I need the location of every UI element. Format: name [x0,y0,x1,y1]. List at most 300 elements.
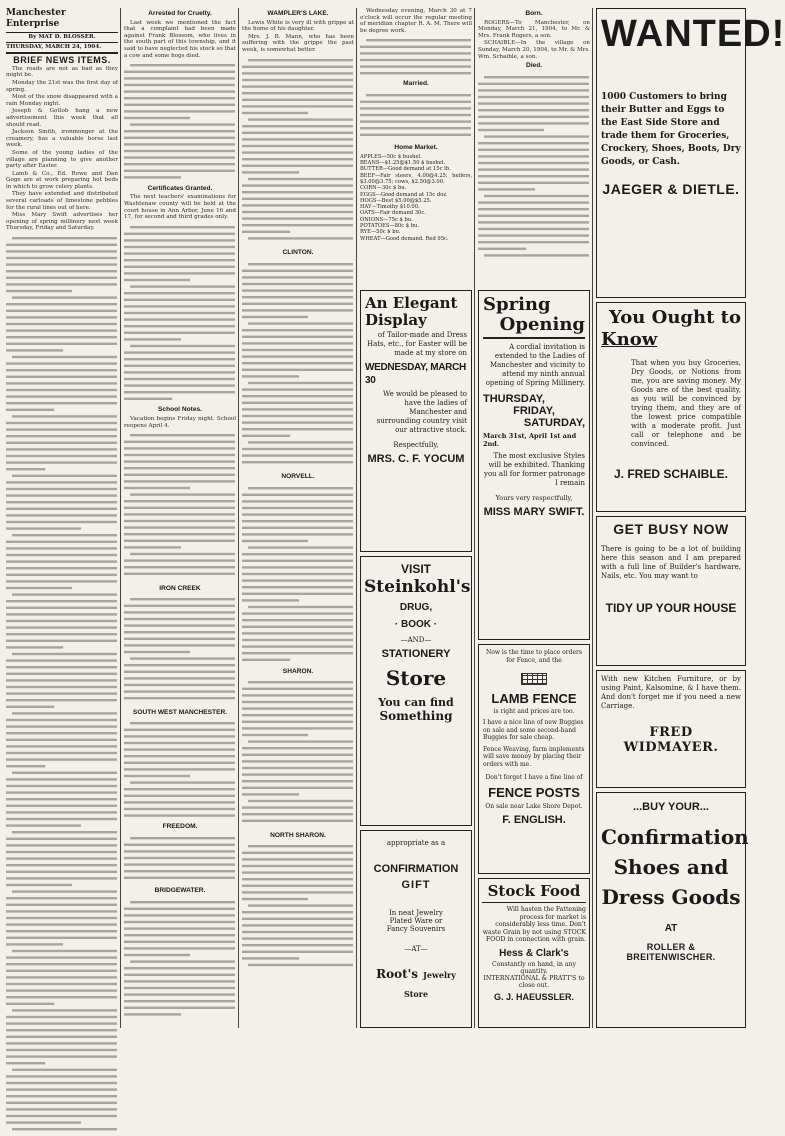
text-line [6,395,117,397]
text-line [6,864,117,866]
ad-headline: Root's [376,967,419,981]
text-line [6,270,117,272]
text-line [6,673,117,675]
text-line [124,769,235,771]
text-line [6,640,117,642]
lamb-fence-ad [478,644,590,874]
text-line [124,460,235,462]
text-line [124,272,235,274]
text-line [124,644,235,646]
text-line [478,181,589,183]
text-line [6,461,117,463]
text-line [478,122,589,124]
ad-signature: J. FRED SCHAIBLE. [613,467,728,481]
text-line [242,540,308,542]
text-line [248,237,353,239]
widmayer-ad [596,670,746,788]
text-line [124,364,235,366]
column-rule [592,8,593,1028]
text-line [478,241,589,243]
text-line [6,877,117,879]
text-line [6,633,117,635]
text-line [242,865,353,867]
article-text: Wednesday evening, March 30 at 7 o'clock will occur the regular meeting of meridian chapter R. A. M. There will be degree work. [360,8,472,34]
ad-body: With new Kitchen Furniture, or by using Paint, Kalsomine, & I have them. And don't forget me if you need a new Carriage. [601,675,741,710]
text-line [242,566,353,568]
text-line [124,729,235,731]
text-line [124,788,235,790]
ad-headline: FENCE POSTS [488,785,580,800]
text-line [6,844,117,846]
section-heading: Arrested for Cruelty. [148,10,212,17]
text-line [6,442,117,444]
text-line [124,252,235,254]
text-line [124,507,235,509]
text-line [124,808,235,810]
text-line [6,369,117,371]
text-line [242,780,353,782]
market-row: POTATOES—80c $ bu. [360,223,420,230]
text-line [6,290,72,292]
text-line [242,296,353,298]
market-row: WHEAT—Good demand. Red 95c. [360,235,449,242]
text-line [6,910,117,912]
text-line [248,546,353,548]
text-line [6,996,117,998]
text-lines-graphic [242,841,354,971]
text-line [6,382,117,384]
text-line [242,579,353,581]
text-line [6,428,117,430]
text-line [12,950,117,952]
text-line [12,475,117,477]
text-line [242,586,353,588]
ad-body: INTERNATIONAL & PRATT'S to close out. [483,974,585,989]
text-line [6,336,117,338]
column-5 [478,8,590,288]
text-line [124,934,235,936]
text-line [242,918,353,920]
text-line [242,553,353,555]
text-line [124,954,190,956]
ad-body: On sale near Lake Shore Depot. [485,803,583,810]
text-line [124,559,235,561]
text-line [242,171,299,173]
ad-text: ...BUY YOUR... [632,801,709,813]
text-line [6,956,117,958]
text-line [242,349,353,351]
text-line [6,659,117,661]
text-line [124,664,235,666]
text-line [478,162,589,164]
masthead-date: THURSDAY, MARCH 24, 1904. [6,43,118,55]
text-line [130,64,235,66]
ad-body: Don't forget I have a fine line of [485,774,583,781]
text-line [124,691,235,693]
ad-headline: WANTED! [601,13,785,55]
ad-text: —AT— [404,945,428,953]
text-line [242,639,353,641]
text-line [124,130,235,132]
text-line [360,133,471,135]
text-line [242,892,353,894]
text-line [6,587,72,589]
text-line [6,402,117,404]
text-line [124,967,235,969]
text-line [124,566,235,568]
text-line [6,725,117,727]
column-3 [242,8,354,1028]
text-line [6,1075,117,1077]
text-line [360,113,471,115]
text-line [124,91,235,93]
text-line [242,355,353,357]
text-line [6,824,81,826]
text-lines-graphic [478,72,590,262]
ad-text: AT [664,923,678,934]
text-line [124,500,235,502]
ad-text: STATIONERY [381,648,451,660]
text-line [124,338,181,340]
article-text: The next teachers' examinations for Washtenaw county will be held at the court house in Ann Arbor, June 16 and 17, for second and third grades only. [124,194,236,221]
text-line [242,151,353,153]
steinkohl-ad [360,556,472,826]
text-line [242,428,353,430]
text-line [6,739,117,741]
text-line [6,323,117,325]
market-row: CORN—30c $ bu. [360,185,407,192]
text-line [12,415,117,417]
text-line [360,59,471,61]
text-line [478,221,589,223]
text-line [242,454,353,456]
ought-to-know-ad [596,302,746,512]
text-line [6,871,117,873]
text-line [6,316,117,318]
text-line [130,285,235,287]
text-line [6,567,117,569]
text-line [6,310,117,312]
masthead-byline: By MAT D. BLOSSER. [6,32,118,43]
text-line [130,658,235,660]
market-row: RYE—50c $ bu. [360,229,401,236]
text-line [242,807,353,809]
text-line [478,129,544,131]
text-line [478,208,589,210]
section-heading: NORTH SHARON. [270,831,326,839]
text-line [242,131,353,133]
text-line [124,850,235,852]
text-line [6,422,117,424]
text-line [242,659,290,661]
text-lines-graphic [124,897,236,1017]
text-line [366,94,471,96]
news-item: Some of the young ladies of the village are planning to give another party after Easter. [6,149,118,170]
text-line [6,1016,117,1018]
text-line [366,39,471,41]
market-row: HOGS—Best $5.00@$5.25. [360,197,432,204]
masthead-title: Manchester Enterprise [6,8,66,29]
text-line [6,983,117,985]
column-2 [124,8,236,1028]
text-line [124,684,235,686]
text-line [242,415,353,417]
born-heading: Born. [525,10,543,17]
text-line [124,143,235,145]
text-line [6,343,117,345]
text-line [124,298,235,300]
text-line [124,631,235,633]
text-line [242,694,353,696]
text-line [124,742,235,744]
text-line [124,84,235,86]
text-line [242,793,299,795]
text-line [130,553,235,555]
text-line [6,1049,117,1051]
text-line [242,645,353,647]
section-heading: SHARON. [282,667,314,675]
text-line [6,752,117,754]
text-lines-graphic [124,60,236,180]
ad-day: FRIDAY, [513,405,555,417]
text-line [124,540,235,542]
text-line [124,993,235,995]
text-line [6,1003,54,1005]
text-line [6,1082,117,1084]
text-line [6,1022,117,1024]
text-line [6,692,117,694]
section-heading: IRON CREEK [159,584,201,592]
ad-headline: Stock Food [482,882,586,903]
article-text: Last week we mentioned the fact that a complaint had been made against Frank Blossom, who lives in the south part of this township, and it said to have neglected his stock so that a cow and some hogs died. [124,19,236,59]
ad-text: VISIT [400,562,431,576]
text-line [6,917,117,919]
text-line [6,600,117,602]
text-line [242,224,353,226]
text-line [242,85,353,87]
text-line [242,747,353,749]
elegant-display-ad [360,290,472,552]
text-line [130,901,235,903]
confirmation-shoes-ad [596,792,749,1028]
section-heading: WAMPLER'S LAKE. [267,10,329,17]
text-line [124,533,235,535]
text-line [6,970,117,972]
text-line [478,96,589,98]
text-line [242,560,353,562]
section-heading: School Notes. [158,406,202,414]
text-line [124,384,235,386]
text-line [124,312,235,314]
text-line [124,1000,235,1002]
text-line [124,526,235,528]
ad-headline: Spring [483,294,551,315]
text-line [242,533,353,535]
text-line [242,885,353,887]
text-line [242,787,353,789]
text-line [6,501,117,503]
text-line [242,714,353,716]
text-line [6,580,117,582]
text-line [6,679,117,681]
text-line [6,943,63,945]
text-line [6,838,117,840]
text-line [124,441,235,443]
ad-signature: F. ENGLISH. [502,814,566,826]
text-line [124,546,181,548]
market-row: APPLES—50c $ bushel. [360,153,422,160]
text-line [6,798,117,800]
text-line [6,963,117,965]
text-line [124,77,235,79]
text-line [124,325,235,327]
column-rule [120,8,121,1028]
ad-signature: MISS MARY SWIFT. [483,506,585,518]
text-line [6,521,117,523]
text-line [242,204,353,206]
text-lines-graphic [242,677,354,827]
text-line [124,927,235,929]
ad-text: · BOOK · [394,619,438,630]
text-line [6,488,117,490]
text-line [6,811,117,813]
text-line [478,188,535,190]
text-line [6,541,117,543]
text-line [242,395,353,397]
text-lines-graphic [242,259,354,469]
article-text: Lewis White is very ill with grippe at the home of his daughter. [242,19,354,33]
text-line [6,560,117,562]
text-line [124,815,235,817]
text-line [130,434,235,436]
text-line [124,736,235,738]
text-line [12,296,117,298]
ad-text: appropriate as a [386,839,446,847]
market-row: EGGS—Good demand at 15c doz. [360,191,448,198]
text-line [6,791,117,793]
text-line [6,547,117,549]
text-line [248,118,353,120]
text-line [124,638,235,640]
section-heading: Certificates Granted. [147,184,213,192]
text-line [124,651,190,653]
text-line [242,767,353,769]
text-line [242,852,353,854]
news-item: They have extended and distributed several carloads of limestone pebbles for the rural lines out of here. [6,191,118,211]
text-lines-graphic [124,222,236,402]
text-line [6,554,117,556]
ad-signature: JAEGER & DIETLE. [602,181,740,197]
ad-text: —AND— [400,636,432,644]
text-line [242,872,353,874]
text-line [124,157,235,159]
text-line [124,921,235,923]
text-line [124,358,235,360]
text-line [6,257,117,259]
text-line [242,217,353,219]
text-line [6,646,63,648]
text-line [130,226,235,228]
text-line [242,708,353,710]
text-line [242,197,353,199]
text-line [478,234,589,236]
ad-day: SATURDAY, [523,417,585,429]
text-line [242,65,353,67]
text-line [124,914,235,916]
text-line [124,513,235,515]
text-line [242,754,353,756]
text-line [6,686,117,688]
text-line [478,148,589,150]
text-line [242,401,353,403]
text-line [360,66,471,68]
ad-closing: Respectfully, [393,441,439,449]
text-line [124,176,181,178]
text-line [242,500,353,502]
text-line [6,613,117,615]
text-line [6,884,72,886]
market-row: BUTTER—Good demand at 15c lb. [360,166,451,173]
ad-text: DRUG, [399,602,433,613]
text-line [124,611,235,613]
ad-headline: TIDY UP YOUR HOUSE [605,601,737,615]
ad-body: The most exclusive Styles will be exhibited. Thanking you all for former patronage I remain [484,452,585,487]
text-line [12,356,117,358]
column-rule [238,8,239,1028]
text-line [124,876,235,878]
text-line [12,653,117,655]
text-line [242,302,353,304]
text-line [248,905,353,907]
ad-dates: March 31st, April 1st and 2nd. [483,432,577,448]
ad-signature: ROLLER & BREITENWISCHER. [626,942,716,962]
text-line [242,632,353,634]
text-line [242,688,353,690]
text-line [242,329,353,331]
market-row: BEANS—$1.25@$1.50 $ bushel. [360,160,446,167]
ad-headline: Steinkohl's [364,577,471,597]
text-lines-graphic [6,233,118,1133]
text-line [124,265,235,267]
text-line [242,944,353,946]
text-line [6,263,117,265]
text-line [124,947,235,949]
market-row: BEEF—Fair steers, 4.00@4.25; heifers, $3.00@3.75; cows, $2.50@3.00. [360,172,472,185]
text-line [124,856,235,858]
text-line [6,666,117,668]
text-line [124,980,235,982]
text-line [242,276,353,278]
text-line [6,283,117,285]
text-line [124,987,235,989]
ad-body: Constantly on hand, in any quantity. [491,960,577,975]
section-heading: NORVELL. [281,473,315,481]
text-line [242,494,353,496]
text-line [242,78,353,80]
section-heading: SOUTH WEST MANCHESTER. [132,708,228,716]
text-line [6,481,117,483]
text-line [360,107,471,109]
text-line [242,760,353,762]
text-line [242,191,353,193]
text-line [242,734,308,736]
text-line [6,362,117,364]
market-list [360,154,472,242]
text-line [130,782,235,784]
column-1 [6,8,118,1028]
text-line [248,606,353,608]
ad-text: In neat Jewelry [389,909,443,917]
